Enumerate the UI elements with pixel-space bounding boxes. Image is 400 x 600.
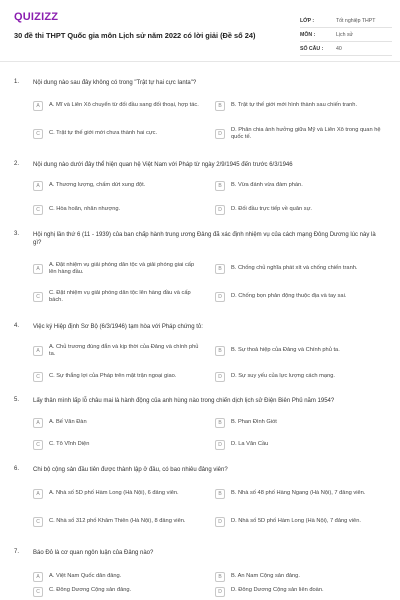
option-text: D. La Văn Cầu <box>231 441 269 448</box>
option-text: C. Đặt nhiệm vụ giải phóng dân tộc lên hàng đầu và cấp bách. <box>49 289 191 303</box>
option-d[interactable] <box>215 512 387 532</box>
worksheet-header <box>0 0 400 62</box>
option-a[interactable] <box>33 341 205 361</box>
option-letter-badge: B <box>215 346 225 356</box>
option-text: A. Nhà số 5D phố Hàm Long (Hà Nội), 6 đảng viên. <box>49 490 179 497</box>
option-letter-badge: B <box>215 572 225 582</box>
question-text: Lấy thân mình lấp lỗ châu mai là hành động của anh hùng nào trong chiến dịch lịch sử Điện Biên Phủ năm 1954? <box>33 398 335 404</box>
option-b[interactable] <box>215 341 387 361</box>
option-d[interactable] <box>215 435 387 455</box>
meta-value: Lịch sử <box>336 31 354 38</box>
option-a[interactable] <box>33 259 205 279</box>
option-d[interactable] <box>215 200 387 220</box>
option-letter-badge: D <box>215 205 225 215</box>
option-letter-badge: B <box>215 418 225 428</box>
option-d[interactable] <box>215 124 387 144</box>
option-letter-badge: C <box>33 129 43 139</box>
option-d[interactable] <box>215 287 387 307</box>
option-letter-badge: D <box>215 129 225 139</box>
quizizz-logo[interactable]: QUIZIZZ <box>14 11 59 23</box>
option-text: A. Mĩ và Liên Xô chuyển từ đối đầu sang đối thoại, hợp tác. <box>49 102 199 109</box>
option-c[interactable] <box>33 287 205 307</box>
option-letter-badge: B <box>215 101 225 111</box>
option-letter-badge: A <box>33 346 43 356</box>
option-text: D. Chống bọn phản động thuộc địa và tay sai. <box>231 293 347 300</box>
option-a[interactable] <box>33 96 205 116</box>
option-c[interactable] <box>33 200 205 220</box>
question-text: Nội dung nào dưới đây thể hiện quan hệ Việt Nam với Pháp từ ngày 2/9/1945 đến trước 6/3/1946 <box>33 162 293 168</box>
option-text: D. Nhà số 5D phố Hàm Long (Hà Nội), 7 đảng viên. <box>231 518 361 525</box>
worksheet-title: 30 đề thi THPT Quốc gia môn Lịch sử năm 2022 có lời giải (Đề số 24) <box>14 31 256 40</box>
option-text: A. Chủ trương đúng đắn và kịp thời của Đảng và chính phủ ta. <box>49 343 199 357</box>
option-letter-badge: A <box>33 418 43 428</box>
option-b[interactable] <box>215 567 387 587</box>
question-text: Báo Đỏ là cơ quan ngôn luận của Đảng nào? <box>33 550 154 556</box>
option-letter-badge: B <box>215 264 225 274</box>
option-a[interactable] <box>33 176 205 196</box>
meta-label: SỐ CÂU : <box>300 45 324 52</box>
question-number: 2. <box>14 161 20 167</box>
option-letter-badge: A <box>33 181 43 191</box>
option-b[interactable] <box>215 484 387 504</box>
meta-value: Tốt nghiệp THPT <box>336 17 376 24</box>
option-text: D. Đối đầu trực tiếp về quân sự. <box>231 206 312 213</box>
option-text: C. Trật tự thế giới mới chưa thành hai cực. <box>49 130 158 137</box>
option-text: B. Chống chủ nghĩa phát xít và chống chiến tranh. <box>231 265 358 272</box>
question-number: 3. <box>14 231 20 237</box>
meta-row-subject <box>300 28 392 42</box>
option-c[interactable] <box>33 367 205 387</box>
option-letter-badge: B <box>215 181 225 191</box>
option-letter-badge: C <box>33 205 43 215</box>
option-b[interactable] <box>215 96 387 116</box>
option-a[interactable] <box>33 413 205 433</box>
option-text: A. Đặt nhiệm vụ giải phóng dân tộc và giải phóng giai cấp lên hàng đầu. <box>49 261 195 275</box>
option-d[interactable] <box>215 587 387 599</box>
option-letter-badge: B <box>215 489 225 499</box>
option-b[interactable] <box>215 259 387 279</box>
option-letter-badge: D <box>215 440 225 450</box>
worksheet-meta <box>300 14 392 56</box>
option-c[interactable] <box>33 124 205 144</box>
option-c[interactable] <box>33 512 205 532</box>
option-letter-badge: A <box>33 489 43 499</box>
question-number: 1. <box>14 79 20 85</box>
option-text: B. Nhà số 48 phố Hàng Ngang (Hà Nội), 7 đảng viên. <box>231 490 366 497</box>
option-a[interactable] <box>33 484 205 504</box>
option-c[interactable] <box>33 587 205 599</box>
option-text: B. Trật tự thế giới mới hình thành sau chiến tranh. <box>231 102 358 109</box>
option-text: A. Thương lượng, chấm dứt xung đột. <box>49 182 146 189</box>
question-number: 7. <box>14 549 20 555</box>
option-letter-badge: A <box>33 572 43 582</box>
option-c[interactable] <box>33 435 205 455</box>
option-text: C. Nhà số 312 phố Khâm Thiên (Hà Nội), 8 đảng viên. <box>49 518 186 525</box>
option-text: B. Phan Đình Giót <box>231 419 277 426</box>
option-text: B. An Nam Cộng sản đảng. <box>231 573 300 580</box>
question-number: 6. <box>14 466 20 472</box>
option-letter-badge: D <box>215 517 225 527</box>
option-a[interactable] <box>33 567 205 587</box>
option-letter-badge: C <box>33 517 43 527</box>
option-b[interactable] <box>215 413 387 433</box>
option-letter-badge: A <box>33 264 43 274</box>
option-letter-badge: C <box>33 440 43 450</box>
question-text: Hội nghị lần thứ 6 (11 - 1939) của ban chấp hành trung ương Đảng đã xác định nhiệm vụ của cách mạng Đông Dương lúc này là gì? <box>33 232 376 247</box>
meta-row-question-count <box>300 42 392 56</box>
meta-label: LỚP : <box>300 17 315 24</box>
option-text: C. Hòa hoãn, nhân nhượng. <box>49 206 121 213</box>
question-text: Việc ký Hiệp định Sơ Bộ (6/3/1946) tạm hòa với Pháp chứng tỏ: <box>33 324 203 330</box>
option-text: A. Việt Nam Quốc dân đảng. <box>49 573 122 580</box>
option-letter-badge: D <box>215 292 225 302</box>
option-text: C. Sự thắng lợi của Pháp trên mặt trận ngoại giao. <box>49 373 177 380</box>
option-text: B. Vừa đánh vừa đàm phán. <box>231 182 303 189</box>
option-letter-badge: C <box>33 372 43 382</box>
option-text: C. Tô Vĩnh Diện <box>49 441 90 448</box>
question-text: Chi bộ cộng sản đầu tiên được thành lập ở đâu, có bao nhiêu đảng viên? <box>33 467 228 473</box>
meta-label: MÔN : <box>300 31 316 38</box>
option-letter-badge: A <box>33 101 43 111</box>
option-letter-badge: D <box>215 587 225 597</box>
option-letter-badge: C <box>33 292 43 302</box>
option-text: B. Sự thoả hiệp của Đảng và Chính phủ ta. <box>231 347 340 354</box>
option-text: D. Đông Dương Cộng sản liên đoàn. <box>231 587 324 593</box>
option-text: D. Phân chia ảnh hưởng giữa Mỹ và Liên Xô trong quan hệ quốc tế. <box>231 126 381 140</box>
option-text: D. Sự suy yếu của lực lượng cách mạng. <box>231 373 335 380</box>
question-number: 4. <box>14 323 20 329</box>
question-number: 5. <box>14 397 20 403</box>
question-text: Nội dung nào sau đây không có trong "Trật tự hai cực Ianta"? <box>33 80 197 86</box>
option-letter-badge: C <box>33 587 43 597</box>
option-letter-badge: D <box>215 372 225 382</box>
option-d[interactable] <box>215 367 387 387</box>
option-text: A. Bế Văn Đàn <box>49 419 87 426</box>
meta-row-grade <box>300 14 392 28</box>
option-text: C. Đông Dương Cộng sản đảng. <box>49 587 132 593</box>
meta-value: 40 <box>336 45 342 52</box>
option-b[interactable] <box>215 176 387 196</box>
